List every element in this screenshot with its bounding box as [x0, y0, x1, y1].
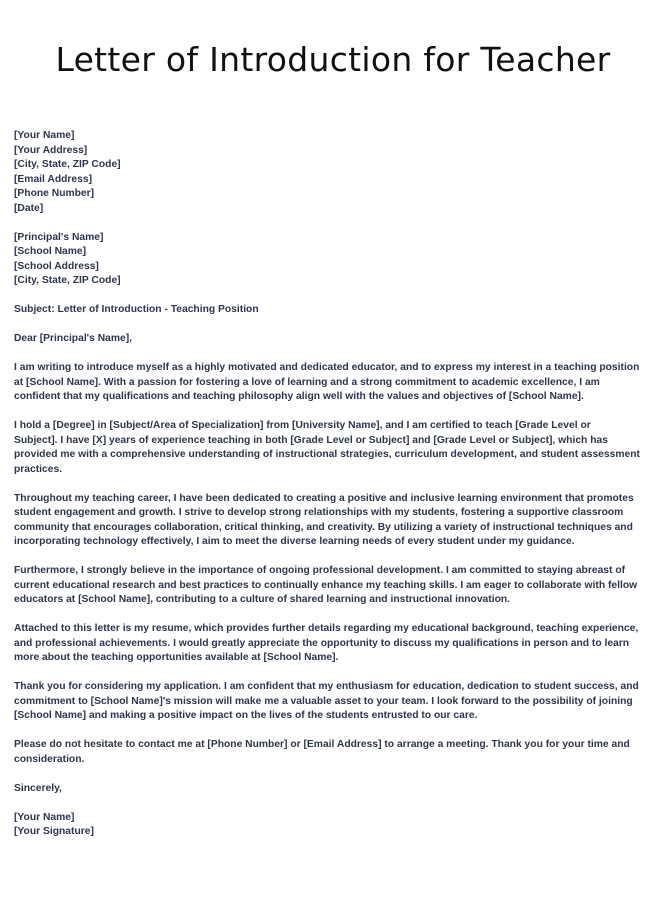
- subject-text: Subject: Letter of Introduction - Teaching Position: [14, 304, 259, 315]
- recipient-block: [14, 231, 654, 289]
- paragraph-resume: [14, 622, 654, 666]
- paragraph-qualifications: [14, 419, 654, 477]
- paragraph-line: commitment to [School Name]'s mission will make me a valuable asset to your team. I look forward to the possibility of joining: [14, 695, 633, 707]
- sender-block: [14, 129, 654, 216]
- paragraph-development: [14, 564, 654, 608]
- paragraph-line: current educational research and best practices to continually enhance my teaching skills. I am eager to collaborate with fellow: [14, 579, 638, 591]
- paragraph-line: practices.: [14, 463, 63, 475]
- letter-body: [14, 129, 654, 854]
- recipient-address: [School Address]: [14, 260, 99, 272]
- paragraph-line: at [School Name]. With a passion for fostering a love of learning and a strong commitment to academic excellence, I am: [14, 376, 600, 388]
- paragraph-line: more about the teaching opportunities available at [School Name].: [14, 652, 339, 663]
- closing: [14, 782, 654, 797]
- sender-city: [City, State, ZIP Code]: [14, 159, 121, 170]
- paragraph-intro: [14, 361, 654, 405]
- recipient-city: [City, State, ZIP Code]: [14, 275, 121, 286]
- paragraph-line: community that encourages collaboration, critical thinking, and creativity. By utilizing a variety of instructional techniques and: [14, 521, 633, 533]
- closing-text: Sincerely,: [14, 782, 62, 794]
- paragraph-line: educators at [School Name], contributing to a culture of shared learning and instructional innovation.: [14, 594, 511, 605]
- sender-phone: [Phone Number]: [14, 188, 95, 199]
- letter-date: [Date]: [14, 202, 44, 214]
- paragraph-line: I am writing to introduce myself as a highly motivated and dedicated educator, and to express my interest in a teaching position: [14, 362, 640, 373]
- paragraph-line: student engagement and growth. I strive to develop strong relationships with my students, fostering a supportive classroom: [14, 507, 624, 518]
- sender-name: [Your Name]: [14, 130, 75, 141]
- paragraph-line: incorporating technology effectively, I aim to meet the diverse learning needs of every student under my guidance.: [14, 536, 575, 547]
- paragraph-thanks: [14, 680, 654, 724]
- salutation: [14, 332, 654, 347]
- paragraph-contact: [14, 738, 654, 767]
- paragraph-line: provided me with a comprehensive understanding of instructional strategies, curriculum development, and student assessment: [14, 449, 640, 460]
- paragraph-line: [School Name] and making a positive impact on the lives of the students entrusted to our care.: [14, 710, 478, 721]
- recipient-school: [School Name]: [14, 246, 87, 257]
- signature-block: [14, 811, 654, 840]
- paragraph-line: and professional achievements. I would greatly appreciate the opportunity to discuss my qualifications in person and to learn: [14, 637, 630, 649]
- recipient-name: [Principal's Name]: [14, 231, 104, 243]
- sender-address: [Your Address]: [14, 144, 88, 156]
- paragraph-line: consideration.: [14, 753, 85, 765]
- paragraph-line: confident that my qualifications and teaching philosophy align well with the values and objectives of [School Name].: [14, 391, 584, 402]
- paragraph-career: [14, 492, 654, 550]
- paragraph-line: Please do not hesitate to contact me at [Phone Number] or [Email Address] to arrange a meeting. Thank you for your time and: [14, 739, 630, 750]
- paragraph-line: I hold a [Degree] in [Subject/Area of Specialization] from [University Name], and I am certified to teach [Grade Level or: [14, 420, 591, 431]
- paragraph-line: Throughout my teaching career, I have been dedicated to creating a positive and inclusive learning environment that promotes: [14, 492, 634, 504]
- signature-name: [Your Name]: [14, 811, 75, 823]
- sender-email: [Email Address]: [14, 173, 93, 185]
- paragraph-line: Thank you for considering my application. I am confident that my enthusiasm for education, dedication to student success, and: [14, 681, 639, 692]
- paragraph-line: Furthermore, I strongly believe in the importance of ongoing professional development. I am committed to staying abreast of: [14, 565, 626, 576]
- subject-line: [14, 303, 654, 318]
- salutation-text: Dear [Principal's Name],: [14, 333, 133, 344]
- document-title: Letter of Introduction for Teacher: [55, 40, 611, 79]
- paragraph-line: Attached to this letter is my resume, which provides further details regarding my educational background, teaching experience,: [14, 623, 639, 634]
- signature-placeholder: [Your Signature]: [14, 826, 94, 837]
- paragraph-line: Subject]. I have [X] years of experience teaching in both [Grade Level or Subject] and [Grade Level or Subject], which has: [14, 434, 608, 446]
